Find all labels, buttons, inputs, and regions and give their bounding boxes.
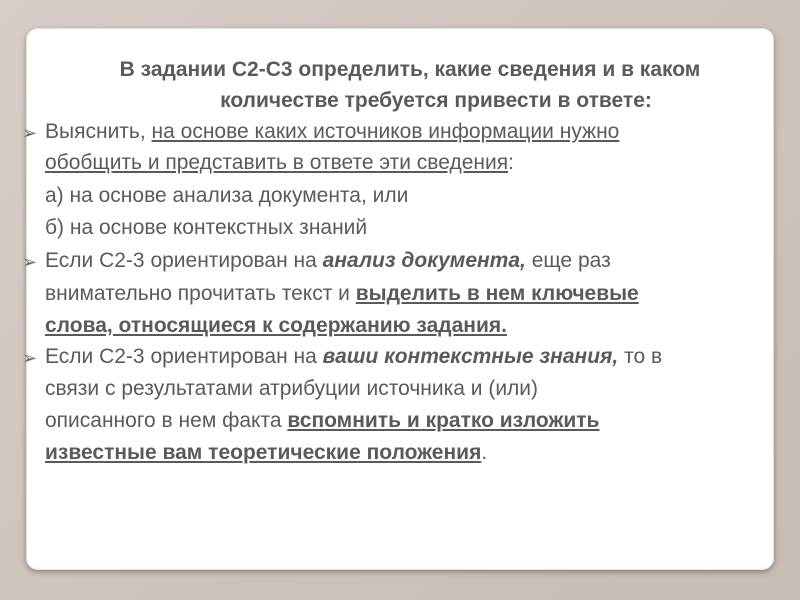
item3-line-1 <box>45 341 662 372</box>
item1-underlined-2: обобщить и представить в ответе эти сведения <box>45 151 509 174</box>
title-line-1: В задании С2-С3 определить, какие сведения и в каком <box>119 58 701 81</box>
item2-line-1 <box>45 245 611 276</box>
item3-line-3 <box>45 405 599 436</box>
item3-line-4 <box>45 437 487 468</box>
item2-line2-plain: внимательно прочитать текст и <box>45 282 356 305</box>
item3-line4-bold: известные вам теоретические положения <box>45 441 482 464</box>
bullet-arrow-icon: ➢ <box>22 123 38 143</box>
title-line-2: количестве требуется привести в ответе: <box>220 89 652 112</box>
item1-lead: Выяснить, <box>45 120 152 143</box>
item1-tail: : <box>508 151 514 174</box>
item3-line3-plain: описанного в нем факта <box>45 409 288 432</box>
item3-rest: то в <box>618 345 663 368</box>
item3-lead: Если С2-3 ориентирован на <box>45 345 323 368</box>
item2-lead: Если С2-3 ориентирован на <box>45 249 323 272</box>
item2-emph: анализ документа, <box>322 249 526 272</box>
item2-line2-bold: выделить в нем ключевые <box>355 282 639 305</box>
bullet-arrow-icon: ➢ <box>22 252 38 272</box>
item1-line-2 <box>45 147 514 178</box>
item1-underlined-1: на основе каких источников информации нужно <box>151 120 620 143</box>
slide-title <box>40 54 780 116</box>
item2-line-3: слова, относящиеся к содержанию задания. <box>45 314 507 337</box>
item2-rest: еще раз <box>525 249 611 272</box>
item1-sub-a: а) на основе анализа документа, или <box>45 184 409 207</box>
item1-line-1 <box>45 116 619 147</box>
item3-line3-bold: вспомнить и кратко изложить <box>287 409 600 432</box>
item2-line-2 <box>45 278 639 309</box>
item3-line4-tail: . <box>481 441 488 464</box>
bullet-arrow-icon: ➢ <box>22 348 38 368</box>
item3-emph: ваши контекстные знания, <box>322 345 619 368</box>
item3-line-2: связи с результатами атрибуции источника и (или) <box>45 377 539 400</box>
item1-sub-b: б) на основе контекстных знаний <box>45 216 368 239</box>
